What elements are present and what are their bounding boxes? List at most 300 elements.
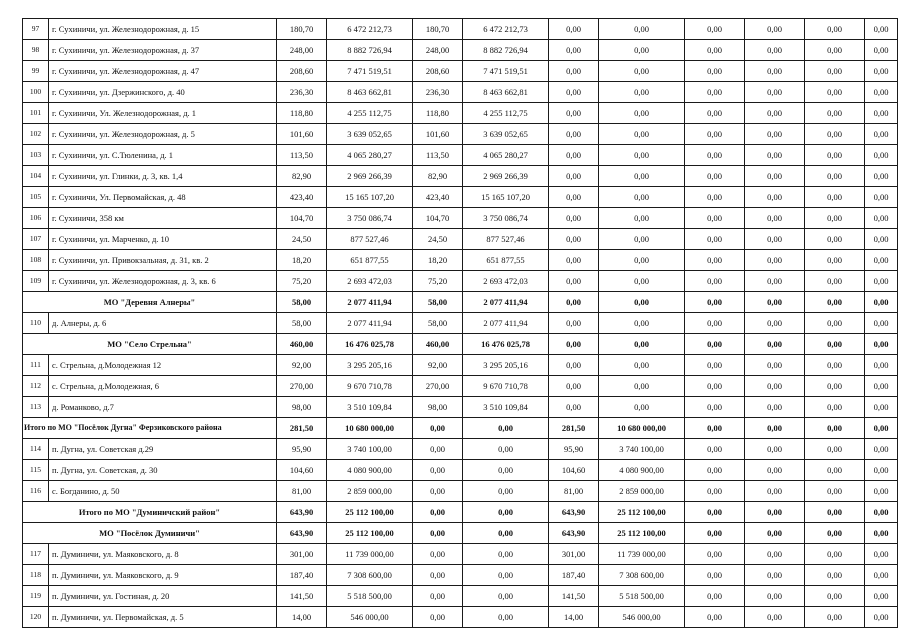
value-cell: 2 693 472,03 [327,271,413,292]
table-row [23,460,898,481]
value-cell: 0,00 [413,460,463,481]
value-cell: 0,00 [685,397,745,418]
value-cell: 0,00 [685,523,745,544]
table-row [23,250,898,271]
value-cell: 98,00 [413,397,463,418]
value-cell: 0,00 [865,19,898,40]
value-cell: 0,00 [865,439,898,460]
value-cell: 0,00 [745,61,805,82]
value-cell: 0,00 [599,145,685,166]
value-cell: 0,00 [805,460,865,481]
value-cell: 0,00 [865,271,898,292]
value-cell: 0,00 [745,313,805,334]
value-cell: 0,00 [549,334,599,355]
value-cell: 0,00 [745,166,805,187]
value-cell: 101,60 [413,124,463,145]
value-cell: 0,00 [685,271,745,292]
value-cell: 187,40 [277,565,327,586]
value-cell: 0,00 [685,103,745,124]
value-cell: 0,00 [599,397,685,418]
value-cell: 0,00 [865,397,898,418]
value-cell: 0,00 [599,313,685,334]
value-cell: 0,00 [805,523,865,544]
value-cell: 0,00 [549,208,599,229]
value-cell: 118,80 [277,103,327,124]
value-cell: 0,00 [805,376,865,397]
value-cell: 3 750 086,74 [327,208,413,229]
value-cell: 0,00 [599,61,685,82]
table-row [23,40,898,61]
value-cell: 0,00 [685,481,745,502]
value-cell: 0,00 [865,502,898,523]
value-cell: 75,20 [277,271,327,292]
value-cell: 0,00 [865,565,898,586]
table-row [23,313,898,334]
value-cell: 0,00 [865,187,898,208]
value-cell: 0,00 [599,292,685,313]
value-cell: 0,00 [413,565,463,586]
value-cell: 10 680 000,00 [327,418,413,439]
value-cell: 0,00 [865,334,898,355]
table-row [23,271,898,292]
value-cell: 18,20 [413,250,463,271]
value-cell: 0,00 [599,271,685,292]
value-cell: 0,00 [685,19,745,40]
housing-program-table [22,18,898,628]
value-cell: 0,00 [805,103,865,124]
value-cell: 4 255 112,75 [327,103,413,124]
row-number: 109 [23,271,49,292]
value-cell: 9 670 710,78 [327,376,413,397]
value-cell: 0,00 [745,82,805,103]
row-address: г. Сухиничи, ул. Привокзальная, д. 31, кв. 2 [49,250,277,271]
value-cell: 0,00 [865,418,898,439]
row-number: 100 [23,82,49,103]
value-cell: 104,60 [277,460,327,481]
value-cell: 2 859 000,00 [599,481,685,502]
table-row [23,187,898,208]
value-cell: 208,60 [413,61,463,82]
value-cell: 0,00 [549,19,599,40]
value-cell: 877 527,46 [327,229,413,250]
value-cell: 0,00 [805,145,865,166]
value-cell: 0,00 [865,82,898,103]
value-cell: 180,70 [413,19,463,40]
value-cell: 0,00 [685,124,745,145]
value-cell: 651 877,55 [463,250,549,271]
row-number: 114 [23,439,49,460]
value-cell: 0,00 [865,40,898,61]
value-cell: 0,00 [805,61,865,82]
value-cell: 0,00 [685,376,745,397]
value-cell: 15 165 107,20 [463,187,549,208]
value-cell: 0,00 [745,229,805,250]
row-number: 98 [23,40,49,61]
value-cell: 9 670 710,78 [463,376,549,397]
value-cell: 0,00 [599,208,685,229]
value-cell: 8 882 726,94 [463,40,549,61]
value-cell: 0,00 [865,586,898,607]
value-cell: 2 077 411,94 [327,292,413,313]
row-address: д. Алнеры, д. 6 [49,313,277,334]
value-cell: 0,00 [463,460,549,481]
value-cell: 0,00 [865,313,898,334]
value-cell: 0,00 [685,292,745,313]
value-cell: 0,00 [549,124,599,145]
value-cell: 15 165 107,20 [327,187,413,208]
value-cell: 2 693 472,03 [463,271,549,292]
value-cell: 0,00 [745,292,805,313]
value-cell: 25 112 100,00 [599,523,685,544]
value-cell: 4 255 112,75 [463,103,549,124]
value-cell: 0,00 [745,103,805,124]
row-address: г. Сухиничи, ул. Железнодорожная, д. 37 [49,40,277,61]
value-cell: 0,00 [805,166,865,187]
row-address: г. Сухиничи, ул. Железнодорожная, д. 3, кв. 6 [49,271,277,292]
value-cell: 643,90 [549,523,599,544]
value-cell: 0,00 [463,481,549,502]
value-cell: 0,00 [685,187,745,208]
row-number: 111 [23,355,49,376]
value-cell: 3 510 109,84 [463,397,549,418]
value-cell: 0,00 [599,376,685,397]
value-cell: 2 077 411,94 [463,292,549,313]
row-address: г. Сухиничи, ул. Дзержинского, д. 40 [49,82,277,103]
value-cell: 4 080 900,00 [327,460,413,481]
value-cell: 643,90 [277,523,327,544]
value-cell: 423,40 [277,187,327,208]
value-cell: 2 859 000,00 [327,481,413,502]
value-cell: 0,00 [599,124,685,145]
value-cell: 104,60 [549,460,599,481]
value-cell: 0,00 [685,607,745,628]
value-cell: 0,00 [685,250,745,271]
value-cell: 0,00 [865,166,898,187]
value-cell: 11 739 000,00 [327,544,413,565]
value-cell: 11 739 000,00 [599,544,685,565]
value-cell: 0,00 [413,481,463,502]
value-cell: 0,00 [805,586,865,607]
value-cell: 0,00 [463,502,549,523]
subtotal-title: МО "Деревня Алнеры" [23,292,277,313]
value-cell: 0,00 [745,19,805,40]
value-cell: 270,00 [277,376,327,397]
table-row [23,145,898,166]
value-cell: 0,00 [599,103,685,124]
value-cell: 0,00 [805,502,865,523]
value-cell: 0,00 [745,502,805,523]
row-address: с. Стрельна, д.Молодежная 12 [49,355,277,376]
row-number: 106 [23,208,49,229]
value-cell: 6 472 212,73 [463,19,549,40]
table-row [23,19,898,40]
subtotal-title: Итого по МО "Посёлок Дугна" Ферзиковского района [23,418,277,439]
row-number: 113 [23,397,49,418]
value-cell: 5 518 500,00 [599,586,685,607]
value-cell: 546 000,00 [327,607,413,628]
value-cell: 0,00 [685,544,745,565]
row-number: 107 [23,229,49,250]
table-row [23,82,898,103]
value-cell: 460,00 [413,334,463,355]
value-cell: 16 476 025,78 [463,334,549,355]
table-row [23,544,898,565]
value-cell: 0,00 [745,187,805,208]
table-row [23,376,898,397]
group-subtotal-row [23,334,898,355]
row-address: г. Сухиничи, ул. Железнодорожная, д. 5 [49,124,277,145]
value-cell: 0,00 [685,313,745,334]
value-cell: 3 295 205,16 [327,355,413,376]
value-cell: 92,00 [413,355,463,376]
table-row [23,586,898,607]
value-cell: 0,00 [463,565,549,586]
value-cell: 92,00 [277,355,327,376]
value-cell: 0,00 [549,271,599,292]
value-cell: 0,00 [463,607,549,628]
value-cell: 7 471 519,51 [327,61,413,82]
value-cell: 8 463 662,81 [327,82,413,103]
subtotal-title: Итого по МО "Думиничский район" [23,502,277,523]
table-row [23,103,898,124]
row-number: 105 [23,187,49,208]
value-cell: 651 877,55 [327,250,413,271]
value-cell: 187,40 [549,565,599,586]
table-row [23,439,898,460]
value-cell: 0,00 [413,607,463,628]
value-cell: 0,00 [745,40,805,61]
value-cell: 0,00 [685,145,745,166]
value-cell: 643,90 [549,502,599,523]
value-cell: 0,00 [685,418,745,439]
value-cell: 281,50 [277,418,327,439]
value-cell: 0,00 [805,565,865,586]
group-subtotal-row [23,292,898,313]
value-cell: 0,00 [549,229,599,250]
value-cell: 0,00 [549,103,599,124]
value-cell: 5 518 500,00 [327,586,413,607]
value-cell: 0,00 [685,61,745,82]
value-cell: 0,00 [865,208,898,229]
table-row [23,166,898,187]
row-number: 115 [23,460,49,481]
row-address: г. Сухиничи, Ул. Железнодорожная, д. 1 [49,103,277,124]
document-page [22,18,897,628]
row-number: 112 [23,376,49,397]
value-cell: 0,00 [599,229,685,250]
value-cell: 0,00 [685,166,745,187]
value-cell: 0,00 [865,607,898,628]
value-cell: 0,00 [865,250,898,271]
table-row [23,355,898,376]
row-address: п. Думиничи, ул. Первомайская, д. 5 [49,607,277,628]
table-row [23,229,898,250]
value-cell: 0,00 [805,208,865,229]
row-number: 116 [23,481,49,502]
value-cell: 301,00 [277,544,327,565]
value-cell: 0,00 [685,40,745,61]
row-number: 120 [23,607,49,628]
value-cell: 0,00 [685,586,745,607]
value-cell: 0,00 [805,250,865,271]
value-cell: 25 112 100,00 [327,502,413,523]
value-cell: 0,00 [549,250,599,271]
value-cell: 10 680 000,00 [599,418,685,439]
value-cell: 0,00 [805,82,865,103]
value-cell: 0,00 [685,334,745,355]
value-cell: 0,00 [745,481,805,502]
row-address: г. Сухиничи, Ул. Первомайская, д. 48 [49,187,277,208]
value-cell: 0,00 [865,124,898,145]
value-cell: 0,00 [599,19,685,40]
row-address: г. Сухиничи, ул. Железнодорожная, д. 47 [49,61,277,82]
value-cell: 0,00 [805,334,865,355]
value-cell: 248,00 [413,40,463,61]
value-cell: 141,50 [277,586,327,607]
value-cell: 0,00 [413,544,463,565]
value-cell: 0,00 [805,40,865,61]
value-cell: 6 472 212,73 [327,19,413,40]
value-cell: 0,00 [745,124,805,145]
row-number: 99 [23,61,49,82]
value-cell: 0,00 [865,292,898,313]
value-cell: 0,00 [413,586,463,607]
value-cell: 25 112 100,00 [599,502,685,523]
group-subtotal-row [23,523,898,544]
table-row [23,481,898,502]
value-cell: 0,00 [685,229,745,250]
value-cell: 0,00 [549,355,599,376]
value-cell: 0,00 [549,187,599,208]
value-cell: 0,00 [549,397,599,418]
row-number: 103 [23,145,49,166]
value-cell: 0,00 [463,544,549,565]
value-cell: 0,00 [413,502,463,523]
value-cell: 0,00 [745,250,805,271]
value-cell: 8 882 726,94 [327,40,413,61]
value-cell: 0,00 [865,229,898,250]
value-cell: 14,00 [549,607,599,628]
table-row [23,397,898,418]
value-cell: 0,00 [865,376,898,397]
value-cell: 3 740 100,00 [327,439,413,460]
value-cell: 0,00 [599,250,685,271]
value-cell: 0,00 [685,565,745,586]
row-number: 108 [23,250,49,271]
value-cell: 0,00 [745,586,805,607]
row-address: с. Богданино, д. 50 [49,481,277,502]
value-cell: 236,30 [413,82,463,103]
value-cell: 0,00 [805,229,865,250]
value-cell: 0,00 [685,460,745,481]
value-cell: 104,70 [277,208,327,229]
value-cell: 7 308 600,00 [599,565,685,586]
value-cell: 104,70 [413,208,463,229]
value-cell: 0,00 [549,145,599,166]
row-number: 119 [23,586,49,607]
value-cell: 3 750 086,74 [463,208,549,229]
value-cell: 877 527,46 [463,229,549,250]
value-cell: 2 077 411,94 [327,313,413,334]
value-cell: 0,00 [805,607,865,628]
row-number: 101 [23,103,49,124]
value-cell: 0,00 [745,607,805,628]
row-address: г. Сухиничи, ул. Марченко, д. 10 [49,229,277,250]
value-cell: 75,20 [413,271,463,292]
table-row [23,607,898,628]
table-row [23,61,898,82]
value-cell: 14,00 [277,607,327,628]
value-cell: 0,00 [865,460,898,481]
value-cell: 0,00 [745,334,805,355]
value-cell: 0,00 [865,61,898,82]
row-address: п. Думиничи, ул. Маяковского, д. 9 [49,565,277,586]
value-cell: 113,50 [277,145,327,166]
table-row [23,208,898,229]
value-cell: 0,00 [413,523,463,544]
value-cell: 0,00 [805,418,865,439]
value-cell: 0,00 [549,82,599,103]
value-cell: 95,90 [277,439,327,460]
value-cell: 546 000,00 [599,607,685,628]
value-cell: 0,00 [805,271,865,292]
value-cell: 0,00 [549,292,599,313]
value-cell: 101,60 [277,124,327,145]
value-cell: 281,50 [549,418,599,439]
value-cell: 270,00 [413,376,463,397]
row-number: 117 [23,544,49,565]
value-cell: 8 463 662,81 [463,82,549,103]
value-cell: 0,00 [745,460,805,481]
total-row [23,418,898,439]
table-row [23,124,898,145]
value-cell: 643,90 [277,502,327,523]
row-address: п. Думиничи, ул. Гостиная, д. 20 [49,586,277,607]
value-cell: 423,40 [413,187,463,208]
value-cell: 0,00 [805,481,865,502]
row-number: 102 [23,124,49,145]
value-cell: 3 639 052,65 [327,124,413,145]
row-address: п. Думиничи, ул. Маяковского, д. 8 [49,544,277,565]
row-address: п. Дугна, ул. Советская, д. 30 [49,460,277,481]
value-cell: 0,00 [599,355,685,376]
value-cell: 4 065 280,27 [327,145,413,166]
value-cell: 0,00 [865,355,898,376]
value-cell: 236,30 [277,82,327,103]
value-cell: 3 639 052,65 [463,124,549,145]
value-cell: 0,00 [549,166,599,187]
value-cell: 0,00 [745,145,805,166]
value-cell: 0,00 [865,103,898,124]
value-cell: 0,00 [463,418,549,439]
value-cell: 0,00 [599,40,685,61]
value-cell: 24,50 [413,229,463,250]
value-cell: 58,00 [413,292,463,313]
value-cell: 18,20 [277,250,327,271]
value-cell: 0,00 [685,208,745,229]
value-cell: 180,70 [277,19,327,40]
value-cell: 3 510 109,84 [327,397,413,418]
row-address: г. Сухиничи, ул. Глинки, д. 3, кв. 1,4 [49,166,277,187]
value-cell: 0,00 [745,418,805,439]
row-address: п. Дугна, ул. Советская д.29 [49,439,277,460]
value-cell: 0,00 [805,292,865,313]
value-cell: 0,00 [805,397,865,418]
value-cell: 0,00 [805,544,865,565]
value-cell: 58,00 [277,292,327,313]
value-cell: 0,00 [599,334,685,355]
value-cell: 2 969 266,39 [327,166,413,187]
